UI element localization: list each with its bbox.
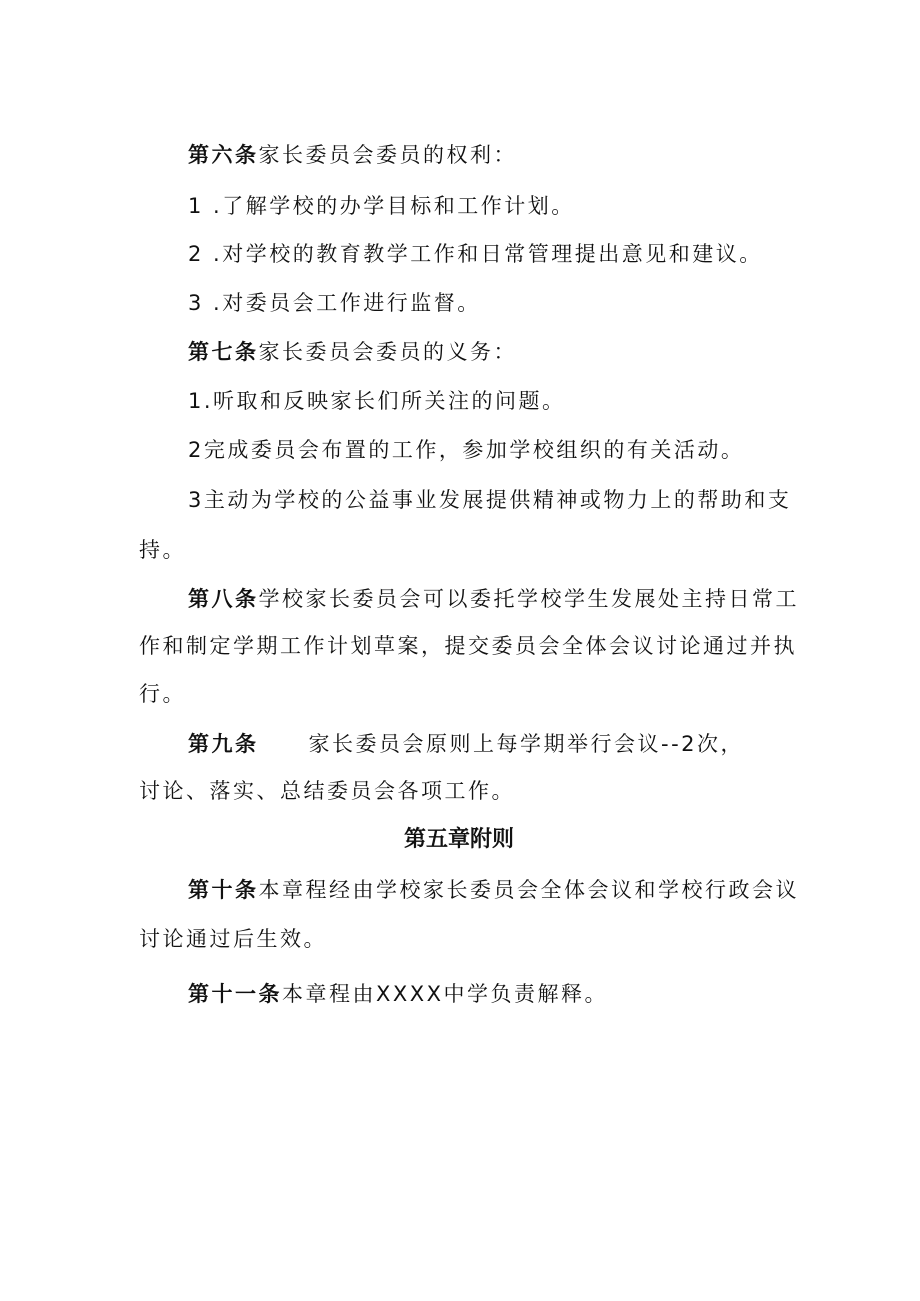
article-7-label: 第七条 [188, 340, 259, 364]
article-6-text: 家长委员会委员的权利： [258, 143, 517, 167]
article-8-text: 学校家长委员会可以委托学校学生发展处主持日常工 [258, 587, 799, 611]
article-6-item-3: 3 .对委员会工作进行监督。 [188, 291, 481, 315]
article-9-line-2: 讨论、落实、总结委员会各项工作。 [139, 779, 515, 803]
article-9-label: 第九条 [188, 732, 259, 756]
article-7-item-3-cont: 持。 [139, 538, 186, 562]
article-7-item-3: 3主动为学校的公益事业发展提供精神或物力上的帮助和支 [188, 488, 792, 512]
article-8-line-1 [188, 585, 799, 613]
article-9-text: 家长委员会原则上每学期举行会议--2次， [308, 732, 745, 756]
article-7-heading [188, 338, 517, 366]
article-9-line-1 [188, 730, 744, 758]
article-6-item-2: 2 .对学校的教育教学工作和日常管理提出意见和建议。 [188, 242, 763, 266]
article-8-line-2: 作和制定学期工作计划草案，提交委员会全体会议讨论通过并执 [139, 634, 797, 658]
article-11-label: 第十一条 [188, 982, 282, 1006]
article-8-line-3: 行。 [139, 682, 186, 706]
article-10-line-2: 讨论通过后生效。 [139, 927, 327, 951]
article-10-text: 本章程经由学校家长委员会全体会议和学校行政会议 [258, 878, 799, 902]
article-6-label: 第六条 [188, 143, 259, 167]
article-10-line-1 [188, 876, 799, 904]
article-7-text: 家长委员会委员的义务： [258, 340, 517, 364]
article-7-item-1: 1.听取和反映家长们所关注的问题。 [188, 389, 566, 413]
article-6-item-1: 1 .了解学校的办学目标和工作计划。 [188, 194, 575, 218]
article-7-item-2: 2完成委员会布置的工作，参加学校组织的有关活动。 [188, 438, 745, 462]
article-10-label: 第十条 [188, 878, 259, 902]
article-6-heading [188, 141, 517, 169]
article-11-text: 本章程由XXXX中学负责解释。 [282, 982, 609, 1006]
chapter-5-title: 第五章附则 [404, 827, 515, 852]
article-11-line [188, 980, 608, 1008]
article-8-label: 第八条 [188, 587, 259, 611]
